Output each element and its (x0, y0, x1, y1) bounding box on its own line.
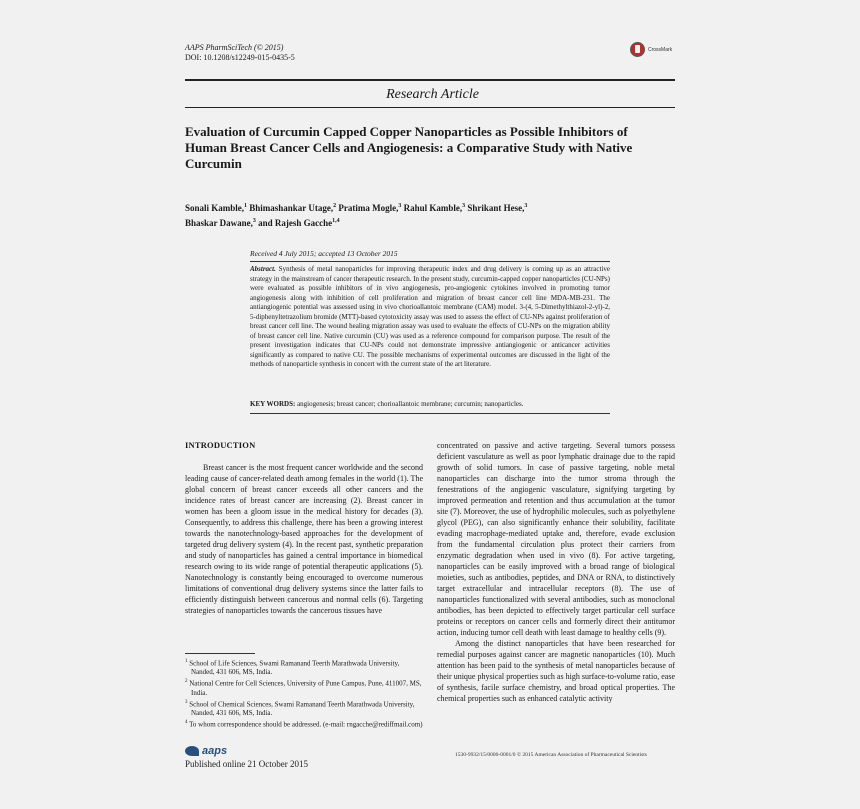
footnote (185, 657, 423, 677)
doi[interactable]: DOI: 10.1208/s12249-015-0435-5 (185, 53, 295, 62)
affiliation-mark: 3 (252, 218, 256, 224)
journal-name: AAPS PharmSciTech (© 2015) (185, 43, 284, 52)
section-heading: INTRODUCTION (185, 440, 256, 450)
author-name: Bhaskar Dawane, (185, 218, 253, 228)
aaps-swoosh-icon (185, 746, 199, 756)
footnote (185, 677, 423, 697)
abstract-rule (250, 261, 610, 262)
footnote-mark: 3 (185, 699, 188, 705)
author-list (185, 200, 625, 230)
author-name: Shrikant Hese, (465, 203, 525, 213)
author-name: Pratima Mogle, (336, 203, 399, 213)
body-column-right (437, 440, 675, 704)
keywords-label: KEY WORDS: (250, 400, 296, 408)
abstract (250, 265, 610, 370)
affiliation-mark: 1,4 (332, 218, 340, 224)
affiliation-mark: 3 (462, 203, 466, 209)
body-paragraph: Among the distinct nanoparticles that have been researched for remedial purposes against cancer are magnetic nanoparticles (10). Much attention has been paid to the synthesis of metal nanoparticles because of their unique physical properties such as high surface-to-volume ratio, ease of synthesis, facile surface chemistry, and broad optical properties. The chemical properties such as enhanced catalytic activity (437, 639, 675, 703)
crossmark-badge[interactable] (630, 42, 672, 57)
published-date: Published online 21 October 2015 (185, 759, 308, 769)
author-name: Bhimashankar Utage, (247, 203, 334, 213)
body-column-left (185, 440, 423, 616)
body-paragraph: Breast cancer is the most frequent cancer worldwide and the second leading cause of cancer-related death among females in the world (1). The global concern of breast cancer exceeds all other cancers and the incidence rates of breast cancer are increasing (2). Breast cancer in women has been a gloom issue in the medical history for decades (3). Consequently, to address this challenge, there has been a growing interest towards the nanotechnology-based approaches for the development of targeted drug delivery system (4). In the recent past, synthetic preparation and study of nanoparticles has gained a central importance in biomedical research owing to its wide range of potential therapeutic applications (5). Nanotechnology is constantly being encouraged to overcome numerous limitations of conventional drug delivery systems since the latter fails to efficiently distinguish between cancerous and normal cells (6). Targeting strategies of nanoparticles towards the cancerous tissues have (185, 463, 423, 615)
affiliation-mark: 3 (524, 203, 528, 209)
received-dates: Received 4 July 2015; accepted 13 October 2015 (250, 249, 398, 258)
crossmark-icon (630, 42, 645, 57)
footnotes (185, 657, 423, 729)
copyright-line: 1530-9932/15/0000-0001/0 © 2015 American Association of Pharmaceutical Scientists (455, 752, 647, 758)
publisher-logo-text: aaps (202, 745, 228, 757)
header-rule (185, 79, 675, 81)
header-rule-lower (185, 107, 675, 108)
abstract-text: Synthesis of metal nanoparticles for improving therapeutic index and drug delivery is coming up as an attractive strategy in the mainstream of cancer therapeutic research. In the present study, curcumin-capped copper nanoparticles (CU-NPs) were evaluated as possible inhibitors of in vivo angiogenesis, pro-angiogenic cytokines involved in promoting tumor angiogenesis along with inhibition of cell proliferation and migration of breast cancer cell line MDA-MB-231. The antiangiogenic potential was assessed using in vivo chorioallantoic membrane (CAM) model. 3-(4, 5-Dimethylthiazol-2-yl)-2, 5-diphenyltetrazolium bromide (MTT)-based cytotoxicity assay was used to assess the effect of CU-NPs against proliferation of breast cancer cell line. The wound healing migration assay was used to evaluate the effects of CU-NPs on the migration ability of breast cancer cell line. Native curcumin (CU) was used as a reference compound for comparison purpose. The result of the present investigation indicates that CU-NPs could not demonstrate impressive antiangiogenic or anticancer activities significantly as compared to native CU. The possible mechanisms of experimental outcomes are discussed in the light of the methods of nanoparticle synthesis in concert with the current state of the art literature. (250, 265, 610, 368)
author-name: and Rajesh Gacche (255, 218, 333, 228)
footnote-text: School of Chemical Sciences, Swami Ramanand Teerth Marathwada University, Nanded, 431 606, MS, India. (187, 699, 415, 717)
footnote-text: To whom correspondence should be addressed. (e-mail: rngacche@rediffmail.com) (187, 720, 423, 729)
crossmark-label: CrossMark (648, 46, 673, 53)
affiliation-mark: 1 (244, 203, 248, 209)
affiliation-mark: 3 (398, 203, 402, 209)
author-name: Sonali Kamble, (185, 203, 245, 213)
footnote-text: National Centre for Cell Sciences, University of Pune Campus, Pune, 411007, MS, India. (187, 679, 422, 697)
footnote-mark: 1 (185, 659, 188, 664)
keywords (250, 400, 610, 410)
footnote-rule (185, 653, 255, 654)
article-type: Research Article (386, 87, 479, 102)
footnote-mark: 4 (185, 719, 188, 725)
keywords-rule (250, 413, 610, 414)
abstract-label: Abstract. (250, 265, 276, 273)
footnote (185, 698, 423, 718)
keywords-text: angiogenesis; breast cancer; chorioallantoic membrane; curcumin; nanoparticles. (295, 400, 524, 408)
body-paragraph: concentrated on passive and active targeting. Several tumors possess deficient vasculature as well as poor lymphatic drainage due to the rapid growth of solid tumors. In case of passive targeting, noble metal nanoparticles can discharge into the tumor stroma through the fenestrations of the angiogenic vasculature, signifying targeting by improved permeation and retention and thus accumulation at the tumor site (7). Moreover, the use of hydrophilic molecules, such as polyethylene glycol (PEG), can also significantly enhance their solubility, facilitate evading macrophage-mediated uptake and, therefore, evade exclusion from the fundamental circulation plus protect their carriers from enzymatic degradation when used in vivo (8). For active targeting, nanoparticles can be easily improved with a broad range of biological moieties, such as antibodies, peptides, and DNA or RNA, to distinctively target extracellular and intracellular receptors (8). The use of nanoparticles functionalized with several antibodies, such as monoclonal antibodies, has been depicted to effectively target particular cell surface proteins or receptors on cancer cells and formerly direct their antitumor action, inducing tumor cell death with least damage to healthy cells (9). (437, 441, 675, 637)
affiliation-mark: 2 (333, 203, 337, 209)
footnote (185, 718, 423, 729)
footnote-mark: 2 (185, 679, 188, 685)
author-name: Rahul Kamble, (401, 203, 463, 213)
publisher-logo (185, 745, 227, 757)
footnote-text: School of Life Sciences, Swami Ramanand Teerth Marathwada University, Nanded, 431 606, MS, India. (187, 659, 400, 677)
article-title: Evaluation of Curcumin Capped Copper Nanoparticles as Possible Inhibitors of Human Breast Cancer Cells and Angiogenesis: a Comparative Study with Native Curcumin (185, 124, 633, 171)
